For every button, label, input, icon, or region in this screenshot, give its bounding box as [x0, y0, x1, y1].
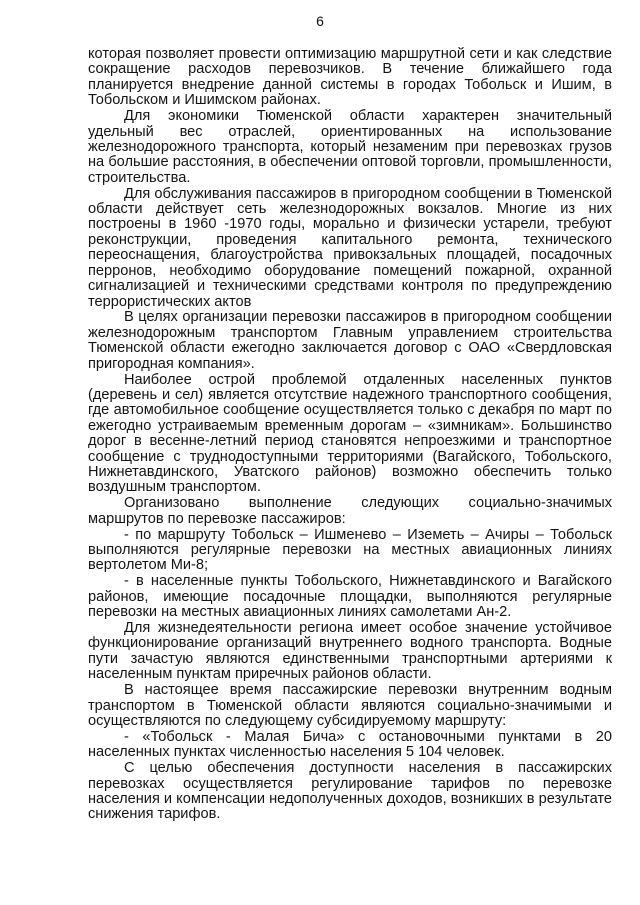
paragraph-railway-stations: Для обслуживания пассажиров в пригородном сообщении в Тюменской области действует сеть железнодорожных вокзалов. Многие из них построены в 1960 -1970 годы, морально и физически устарели, требуют реконструкции, проведения капитального ремонта, технического переоснащения, благоустройства привокзальных площадей, посадочных перронов, необходимо оборудование помещений пожарной, охранной сигнализацией и техническими средствами контроля по предупреждению террористических актов [88, 185, 612, 310]
paragraph-remote-settlements: Наиболее острой проблемой отдаленных населенных пунктов (деревень и сел) является отсутствие надежного транспортного сообщения, где автомобильное сообщение осуществляется только с декабря по март по ежегодно устраиваемым временным дорогам – «зимникам». Большинство дорог в весенне-летний период становятся непроезжими и транспортное сообщение с труднодоступными территориями (Вагайского, Тобольского, Нижнетавдинского, Уватского районов) возможно обеспечить только воздушным транспортом. [88, 371, 612, 496]
list-item-water-route: - «Тобольск - Малая Бича» с остановочными пунктами в 20 населенных пунктах численностью населения 5 104 человек. [88, 728, 612, 761]
paragraph-suburban-contract: В целях организации перевозки пассажиров в пригородном сообщении железнодорожным транспортом Главным управлением строительства Тюменской области ежегодно заключается договор с ОАО «Свердловская пригородная компания». [88, 309, 612, 372]
paragraph-continuation: которая позволяет провести оптимизацию маршрутной сети и как следствие сокращение расходов перевозчиков. В течение ближайшего года планируется внедрение данной системы в городах Тобольск и Ишим, в Тобольском и Ишимском районах. [88, 46, 612, 109]
list-item-an2-route: - в населенные пункты Тобольского, Нижнетавдинского и Вагайского районов, имеющие посадочные площадки, выполняются регулярные перевозки на местных авиационных линиях самолетами Ан-2. [88, 573, 612, 621]
document-text-body [88, 47, 612, 823]
paragraph-water-transport: Для жизнедеятельности региона имеет особое значение устойчивое функционирование организаций внутреннего водного транспорта. Водные пути зачастую являются единственными транспортными артериями к населенным пунктам приречных районов области. [88, 620, 612, 683]
list-item-helicopter-route: - по маршруту Тобольск – Ишменево – Иземеть – Ачиры – Тобольск выполняются регулярные перевозки на местных авиационных линиях вертолетом Ми-8; [88, 526, 612, 574]
paragraph-tariff-regulation: С целью обеспечения доступности населения в пассажирских перевозках осуществляется регулирование тарифов по перевозке населения и компенсации недополученных доходов, возникших в результате снижения тарифов. [88, 760, 612, 823]
paragraph-railway-economy: Для экономики Тюменской области характерен значительный удельный вес отраслей, ориентированных на использование железнодорожного транспорта, который незаменим при перевозках грузов на большие расстояния, в обеспечении оптовой торговли, промышленности, строительства. [88, 108, 612, 186]
paragraph-social-routes-intro: Организовано выполнение следующих социально-значимых маршрутов по перевозке пассажиров: [88, 495, 612, 527]
page-number: 6 [316, 13, 324, 29]
paragraph-water-subsidized: В настоящее время пассажирские перевозки внутренним водным транспортом в Тюменской области являются социально-значимыми и осуществляются по следующему субсидируемому маршруту: [88, 682, 612, 729]
